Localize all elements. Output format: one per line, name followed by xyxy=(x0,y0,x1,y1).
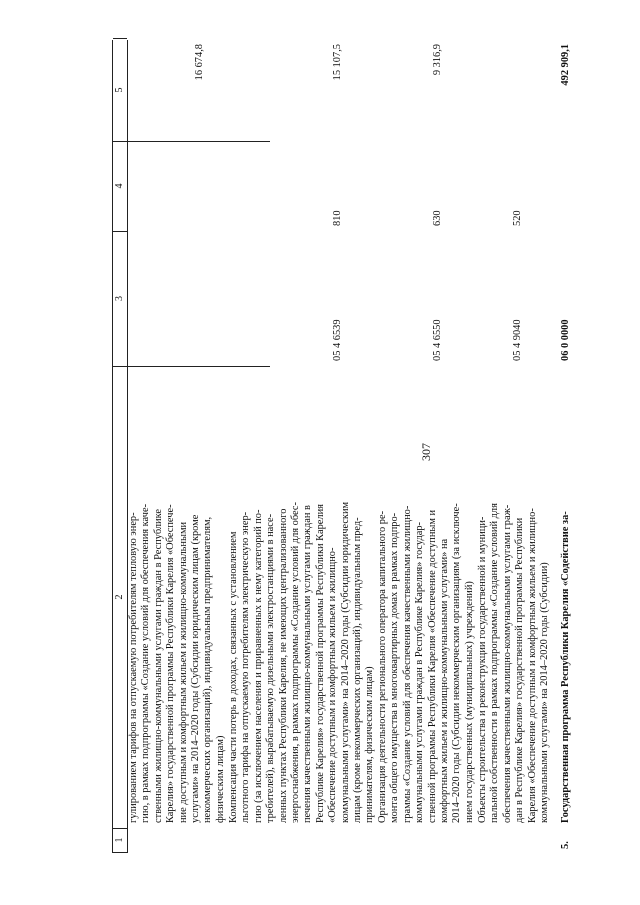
row-number: 5. xyxy=(560,841,571,849)
row-code: 06 0 0000 xyxy=(560,319,571,361)
description-line: Республике Карелия» государственной программы Республики Карелия xyxy=(314,504,326,823)
header-col-2: 2 xyxy=(113,366,127,829)
description-line: принимателям, физическим лицам) xyxy=(364,666,376,823)
header-col-3: 3 xyxy=(113,231,127,367)
table-header xyxy=(112,40,128,853)
description-line: коммунальными услугами» на 2014–2020 годы (Субсидии юридическим xyxy=(339,501,351,823)
header-col-4: 4 xyxy=(113,141,127,232)
header-col-1: 1 xyxy=(113,828,127,853)
row-code: 05 4 6550 xyxy=(432,319,443,361)
description-line: пальной собственности в рамках подпрограммы «Создание условий для xyxy=(489,503,501,823)
row-expense-type: 810 xyxy=(332,210,343,226)
column-divider xyxy=(126,366,270,367)
row-amount: 492 909,1 xyxy=(560,44,571,86)
budget-table xyxy=(112,40,590,853)
row-expense-type: 630 xyxy=(432,210,443,226)
description-line: ственными жилищно-коммунальными услугами граждан в Республике xyxy=(152,509,164,823)
description-line: энергоснабжения, в рамках подпрограммы «Создание условий для обес- xyxy=(290,502,302,823)
description-line: Карелия «Обеспечение доступным и комфортным жильем и жилищно- xyxy=(526,508,538,823)
description-line: гию (за исключением населения и приравненных к нему категорий по- xyxy=(252,509,264,823)
description-line: Объекты строительства и реконструкции государственной и муници- xyxy=(477,516,488,823)
description-line: обеспечения качественными жилищно-коммунальными услугами граж- xyxy=(501,504,513,823)
description-line: гулированием тарифов на отпускаемую потребителям тепловую энер- xyxy=(128,512,139,823)
description-line: ственной программы Республики Карелия «Обеспечение доступным и xyxy=(426,509,438,823)
row-description xyxy=(128,371,227,823)
description-line: Организация деятельности регионального оператора капитального ре- xyxy=(377,510,388,823)
row-code: 05 4 9040 xyxy=(512,319,523,361)
row-code: 05 4 6539 xyxy=(332,319,343,361)
row-amount: 15 107,5 xyxy=(332,44,343,81)
description-line: льготного тарифа на отпускаемую потребителям электрическую энер- xyxy=(240,511,252,823)
description-line: Компенсация части потерь в доходах, связанных с установлением xyxy=(228,531,239,823)
description-line: Карелия» государственной программы Республики Карелия «Обеспече- xyxy=(165,504,177,823)
description-line: физическим лицам) xyxy=(214,735,226,823)
description-line: Государственная программа Республики Карелия «Содействие за- xyxy=(560,511,571,823)
description-line: 2014–2020 годы (Субсидии некоммерческим организациям (за исключе- xyxy=(451,503,463,823)
description-line: дан в Республике Карелия» государственной программы Республики xyxy=(514,517,526,823)
row-amount: 16 674,8 xyxy=(194,44,205,81)
description-line: граммы «Создание условий для обеспечения качественными жилищно- xyxy=(401,505,413,823)
page-number: 307 xyxy=(419,443,433,461)
description-line: комфортным жильем и жилищно-коммунальными услугами» на xyxy=(439,538,451,823)
description-line: «Обеспечение доступным и комфортным жильем и жилищно- xyxy=(327,547,339,823)
description-line: некоммерческих организаций), индивидуальным предпринимателям, xyxy=(202,516,214,823)
row-description xyxy=(228,371,377,823)
description-line: ние доступным и комфортным жильем и жилищно-коммунальными xyxy=(177,521,189,823)
description-line: требителей), вырабатываемую дизельными электростанциями в насе- xyxy=(265,513,277,823)
description-line: коммунальными услугами граждан в Республике Карелия» государ- xyxy=(414,521,426,823)
row-description xyxy=(477,371,551,823)
row-expense-type: 520 xyxy=(512,210,523,226)
description-line: монта общего имущества в многоквартирных домах в рамках подпро- xyxy=(389,512,401,823)
description-line: услугами» на 2014–2020 годы (Субсидии юридическим лицам (кроме xyxy=(190,514,202,823)
description-line: коммунальными услугами» на 2014–2020 годы (Субсидии) xyxy=(539,562,551,823)
row-amount: 9 316,9 xyxy=(432,44,443,76)
header-col-5: 5 xyxy=(113,38,127,142)
description-line: нием государственных (муниципальных) учреждений) xyxy=(463,581,475,823)
row-description xyxy=(560,371,572,823)
description-line: ленных пунктах Республики Карелия, не имеющих централизованного xyxy=(277,508,289,823)
row-description xyxy=(377,371,476,823)
description-line: гию, в рамках подпрограммы «Создание условий для обеспечения каче- xyxy=(140,503,152,823)
description-line: лицам (кроме некоммерческих организаций), индивидуальным пред- xyxy=(352,517,364,823)
description-line: печения качественными жилищно-коммунальными услугами граждан в xyxy=(302,505,314,823)
